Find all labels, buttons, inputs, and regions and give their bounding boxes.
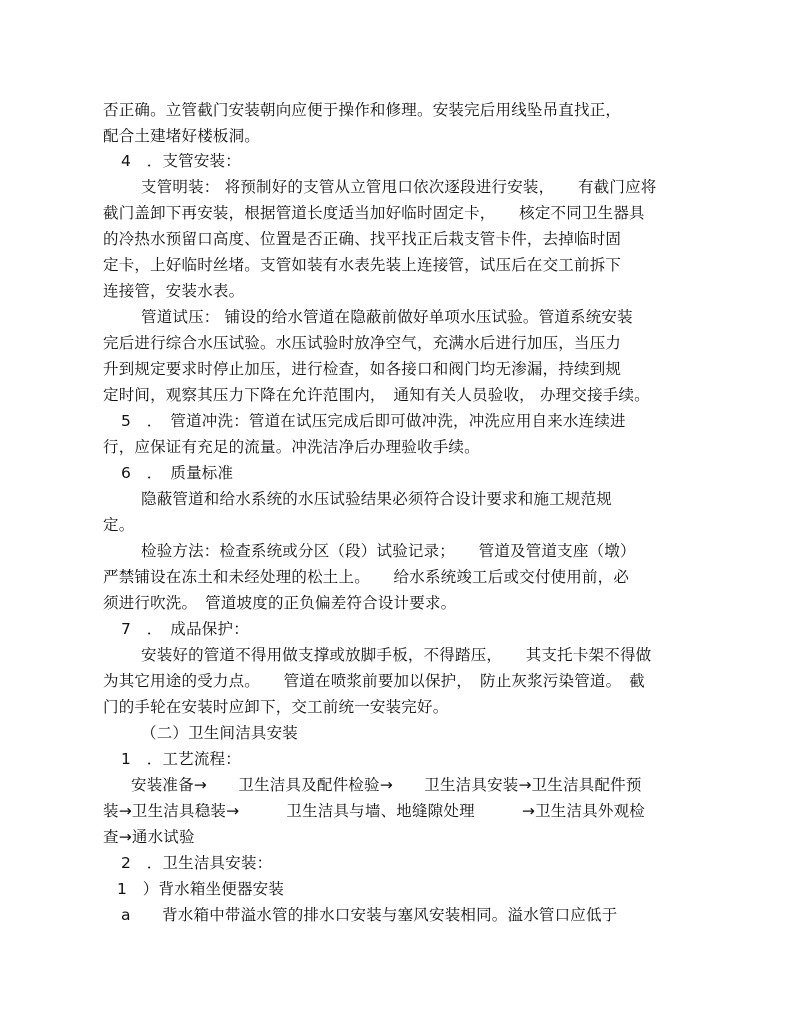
text-line: 定。 [103, 516, 135, 534]
text-line: 须进行吹洗。 管道坡度的正负偏差符合设计要求。 [103, 594, 457, 612]
section-heading: 4 ．支管安装： [121, 152, 241, 170]
section-heading: 1 ．工艺流程： [121, 750, 241, 768]
text-line: 行，应保证有充足的流量。冲洗洁净后办理验收手续。 [103, 438, 480, 456]
text-line: 隐蔽管道和给水系统的水压试验结果必须符合设计要求和施工规范规 [141, 490, 613, 508]
text-line: 截门盖卸下再安装，根据管道长度适当加好临时固定卡， 核定不同卫生器具 [103, 204, 645, 222]
text-line: 支管明装： 将预制好的支管从立管甩口依次逐段进行安装， 有截门应将 [141, 178, 657, 196]
text-line: 严禁铺设在冻土和未经处理的松土上。 给水系统竣工后或交付使用前，必 [103, 568, 630, 586]
text-line: a 背水箱中带溢水管的排水口安装与塞风安装相同。溢水管口应低于 [121, 906, 618, 924]
text-line: 定时间，观察其压力下降在允许范围内， 通知有关人员验收， 办理交接手续。 [103, 386, 650, 404]
text-line: 配合土建堵好楼板洞。 [103, 127, 261, 145]
sub-heading: 1 ）背水箱坐便器安装 [117, 880, 285, 898]
text-line: 检验方法：检查系统或分区（段）试验记录； 管道及管道支座（墩） [141, 542, 636, 560]
section-heading: （二）卫生间洁具安装 [141, 724, 299, 742]
section-heading: 5 ． 管道冲洗：管道在试压完成后即可做冲洗，冲洗应用自来水连续进 [121, 412, 626, 430]
text-line: 完后进行综合水压试验。水压试验时放净空气，充满水后进行加压，当压力 [103, 334, 622, 352]
text-line: 连接管，安装水表。 [103, 282, 245, 300]
text-line: 安装准备→ 卫生洁具及配件检验→ 卫生洁具安装→卫生洁具配件预 [131, 776, 642, 794]
section-heading: 6 ． 质量标准 [121, 464, 234, 482]
text-line: 查→通水试验 [103, 828, 195, 846]
text-line: 的冷热水预留口高度、位置是否正确、找平找正后栽支管卡件，去掉临时固 [103, 230, 622, 248]
text-line: 管道试压： 铺设的给水管道在隐蔽前做好单项水压试验。管道系统安装 [141, 308, 633, 326]
text-line: 安装好的管道不得用做支撑或放脚手板，不得踏压， 其支托卡架不得做 [141, 646, 652, 664]
text-line: 否正确。立管截门安装朝向应便于操作和修理。安装完后用线坠吊直找正， [103, 101, 622, 119]
section-heading: 7 ． 成品保护： [121, 620, 249, 638]
text-line: 装→卫生洁具稳装→ 卫生洁具与墙、地缝隙处理 →卫生洁具外观检 [103, 802, 645, 820]
text-line: 为其它用途的受力点。 管道在喷浆前要加以保护， 防止灰浆污染管道。 截 [103, 672, 645, 690]
text-line: 门的手轮在安装时应卸下，交工前统一安装完好。 [103, 698, 449, 716]
text-line: 升到规定要求时停止加压，进行检查，如各接口和阀门均无渗漏，持续到规 [103, 360, 622, 378]
text-line: 定卡，上好临时丝堵。支管如装有水表先装上连接管，试压后在交工前拆下 [103, 256, 622, 274]
section-heading: 2 ．卫生洁具安装： [121, 854, 273, 872]
